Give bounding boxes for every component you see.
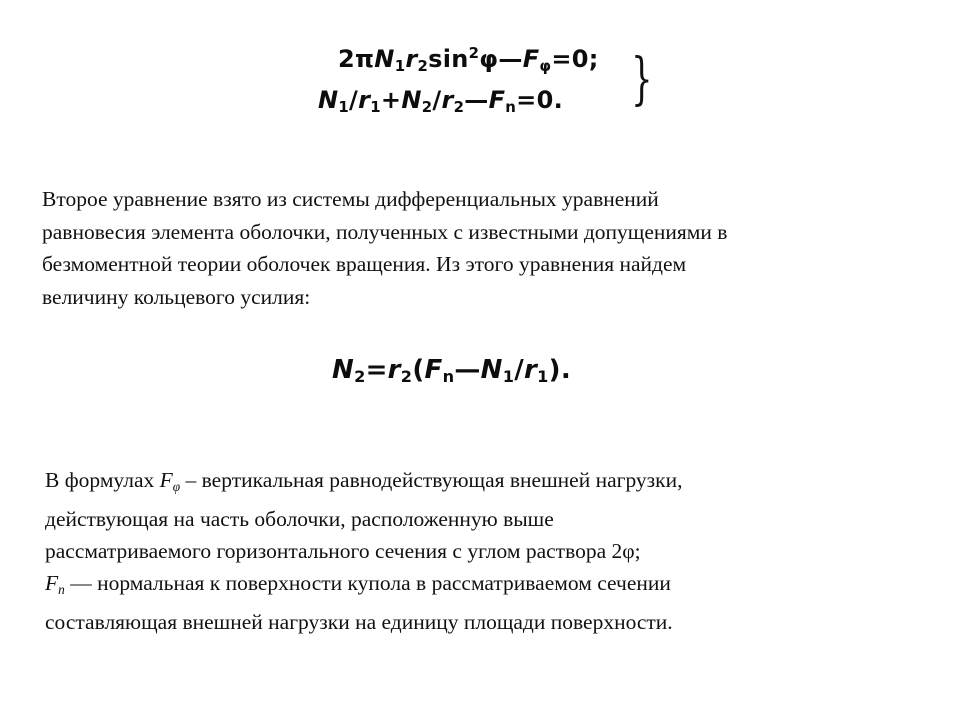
- text-fragment: В формулах: [45, 468, 160, 492]
- formula-token: =0;: [551, 45, 599, 73]
- formula-subscript: φ: [539, 57, 552, 75]
- formula-token: r: [441, 86, 454, 114]
- formula-subscript: n: [505, 98, 517, 116]
- ring-force-formula: [332, 355, 571, 386]
- paragraph-line: действующая на часть оболочки, расположенную выше: [45, 507, 554, 531]
- formula-token: r: [358, 86, 371, 114]
- formula-token: F: [488, 86, 506, 114]
- system-equation-2: [318, 86, 563, 116]
- formula-subscript: 2: [453, 98, 465, 116]
- formula-token: N: [318, 86, 339, 114]
- paragraph-line: [45, 567, 925, 606]
- paragraph-definitions: [45, 464, 925, 638]
- formula-token: φ: [479, 45, 499, 73]
- formula-subscript: 2: [417, 57, 429, 75]
- formula-subscript: n: [442, 367, 455, 386]
- paragraph-line: составляющая внешней нагрузки на единицу площади поверхности.: [45, 610, 673, 634]
- formula-subscript: 1: [537, 367, 549, 386]
- formula-token: (: [412, 355, 425, 385]
- formula-token: F: [522, 45, 540, 73]
- formula-token: r: [387, 355, 401, 385]
- formula-superscript: 2: [468, 44, 480, 62]
- formula-token: r: [405, 45, 418, 73]
- formula-token: —: [464, 86, 489, 114]
- formula-subscript: 2: [421, 98, 433, 116]
- text-fragment: F: [159, 468, 173, 492]
- formula-token: N: [374, 45, 395, 73]
- formula-subscript: 1: [370, 98, 381, 116]
- formula-token: F: [424, 355, 443, 385]
- formula-token: ).: [548, 355, 572, 385]
- formula-token: —: [454, 355, 481, 385]
- formula-token: 2π: [338, 45, 375, 73]
- paragraph-line: Второе уравнение взято из системы дифференциальных уравнений: [42, 187, 659, 211]
- system-equation-1: [338, 44, 599, 75]
- text-subscript: φ: [172, 479, 181, 494]
- formula-token: N: [401, 86, 422, 114]
- paragraph-line: [45, 464, 925, 503]
- formula-token: N: [480, 355, 503, 385]
- formula-token: r: [524, 355, 538, 385]
- formula-subscript: 2: [400, 367, 413, 386]
- formula-subscript: 1: [394, 57, 406, 75]
- paragraph-line: рассматриваемого горизонтального сечения с углом раствора 2φ;: [45, 539, 641, 563]
- formula-token: sin: [428, 45, 469, 73]
- formula-subscript: 1: [338, 98, 350, 116]
- paragraph-line: величину кольцевого усилия:: [42, 284, 311, 309]
- formula-token: /: [514, 355, 525, 385]
- symbol-F-n: [45, 571, 65, 595]
- formula-token: N: [332, 355, 355, 385]
- system-brace: }: [631, 47, 653, 112]
- text-fragment: – вертикальная равнодействующая внешней нагрузки,: [180, 468, 683, 492]
- formula-subscript: 2: [354, 367, 366, 386]
- paragraph-line: безмоментной теории оболочек вращения. Из этого уравнения найдем: [42, 252, 687, 276]
- formula-subscript: 1: [502, 367, 515, 386]
- formula-token: —: [498, 45, 523, 73]
- paragraph-line: равновесия элемента оболочки, полученных с известными допущениями в: [42, 219, 728, 244]
- formula-token: /: [349, 86, 359, 114]
- text-fragment: — нормальная к поверхности купола в рассматриваемом сечении: [64, 571, 671, 595]
- formula-token: =0.: [516, 86, 563, 114]
- formula-token: =: [365, 355, 388, 385]
- text-fragment: F: [45, 571, 59, 595]
- formula-token: /: [432, 86, 442, 114]
- symbol-F-phi: [160, 468, 181, 492]
- paragraph-explanation: [42, 183, 922, 313]
- formula-token: +: [380, 86, 402, 114]
- text-subscript: n: [58, 582, 65, 597]
